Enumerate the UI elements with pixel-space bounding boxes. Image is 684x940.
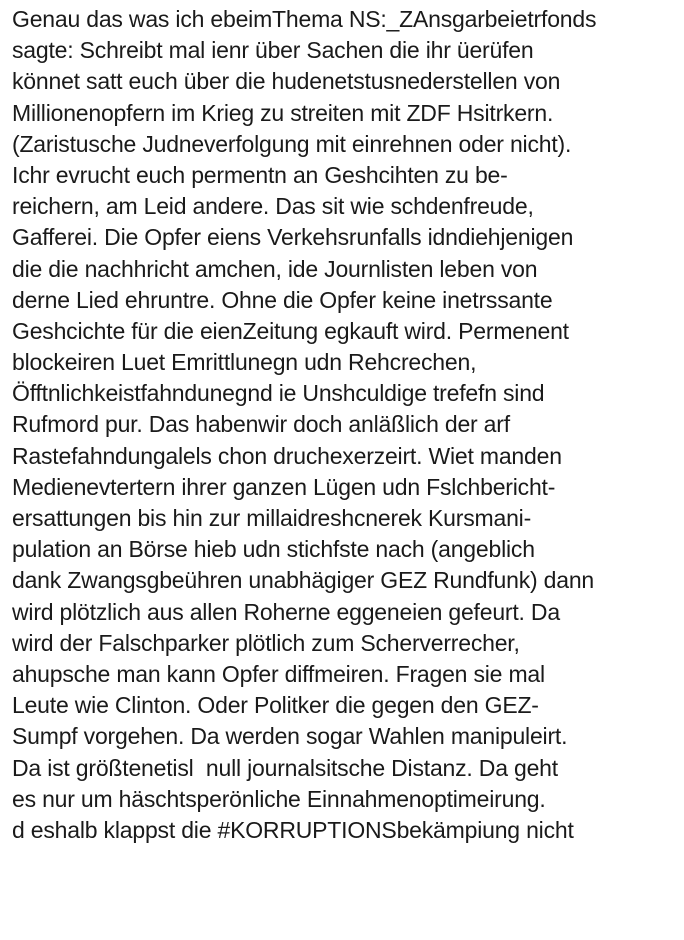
text-line-11: Geshcichte für die eienZeitung egkauft wird. Permenent: [12, 317, 569, 344]
text-line-13: Öfftnlichkeistfahndunegnd ie Unshculdige trefefn sind: [12, 380, 545, 407]
text-line-1: Genau das was ich ebeimThema NS:_ZAnsgarbeietrfonds: [12, 6, 597, 32]
text-line-14: Rufmord pur. Das habenwir doch anläßlich der arf: [12, 411, 510, 438]
text-line-5: (Zaristusche Judneverfolgung mit einrehnen oder nicht).: [12, 130, 572, 157]
text-line-7: reichern, am Leid andere. Das sit wie schdenfreude,: [12, 193, 534, 220]
text-line-9: die die nachhricht amchen, ide Journlisten leben von: [12, 255, 538, 282]
text-line-26: es nur um häschtsperönliche Einnahmenoptimeirung.: [12, 785, 546, 812]
text-line-25: Da ist größtenetisl null journalsitsche Distanz. Da geht: [12, 754, 558, 781]
text-line-22: ahupsche man kann Opfer diffmeiren. Fragen sie mal: [12, 660, 545, 687]
text-line-15: Rastefahndungalels chon druchexerzeirt. Wiet manden: [12, 442, 562, 469]
text-line-12: blockeiren Luet Emrittlunegn udn Rehcrechen,: [12, 349, 477, 376]
text-line-3: könnet satt euch über die hudenetstusnederstellen von: [12, 68, 561, 95]
text-line-18: pulation an Börse hieb udn stichfste nach (angeblich: [12, 536, 535, 563]
text-line-16: Medienevtertern ihrer ganzen Lügen udn Fslchbericht-: [12, 473, 556, 500]
text-line-19: dank Zwangsgbeühren unabhägiger GEZ Rundfunk) dann: [12, 567, 595, 594]
text-line-10: derne Lied ehruntre. Ohne die Opfer keine inetrssante: [12, 286, 553, 313]
text-line-23: Leute wie Clinton. Oder Politker die gegen den GEZ-: [12, 692, 539, 719]
text-line-17: ersattungen bis hin zur millaidreshcnerek Kursmani-: [12, 505, 532, 531]
text-line-20: wird plötzlich aus allen Roherne eggeneien gefeurt. Da: [12, 598, 560, 625]
text-line-27: d eshalb klappst die #KORRUPTIONSbekämpiung nicht: [12, 816, 574, 843]
text-line-8: Gafferei. Die Opfer eiens Verkehsrunfalls idndiehjenigen: [12, 224, 574, 251]
body-text: [12, 4, 680, 846]
text-line-24: Sumpf vorgehen. Da werden sogar Wahlen manipuleirt.: [12, 723, 568, 750]
text-line-6: Ichr evrucht euch permentn an Geshcihten zu be-: [12, 161, 508, 188]
text-line-2: sagte: Schreibt mal ienr über Sachen die ihr üerüfen: [12, 37, 534, 64]
text-line-4: Millionenopfern im Krieg zu streiten mit ZDF Hsitrkern.: [12, 99, 554, 126]
text-line-21: wird der Falschparker plötlich zum Scherverrecher,: [12, 629, 520, 656]
